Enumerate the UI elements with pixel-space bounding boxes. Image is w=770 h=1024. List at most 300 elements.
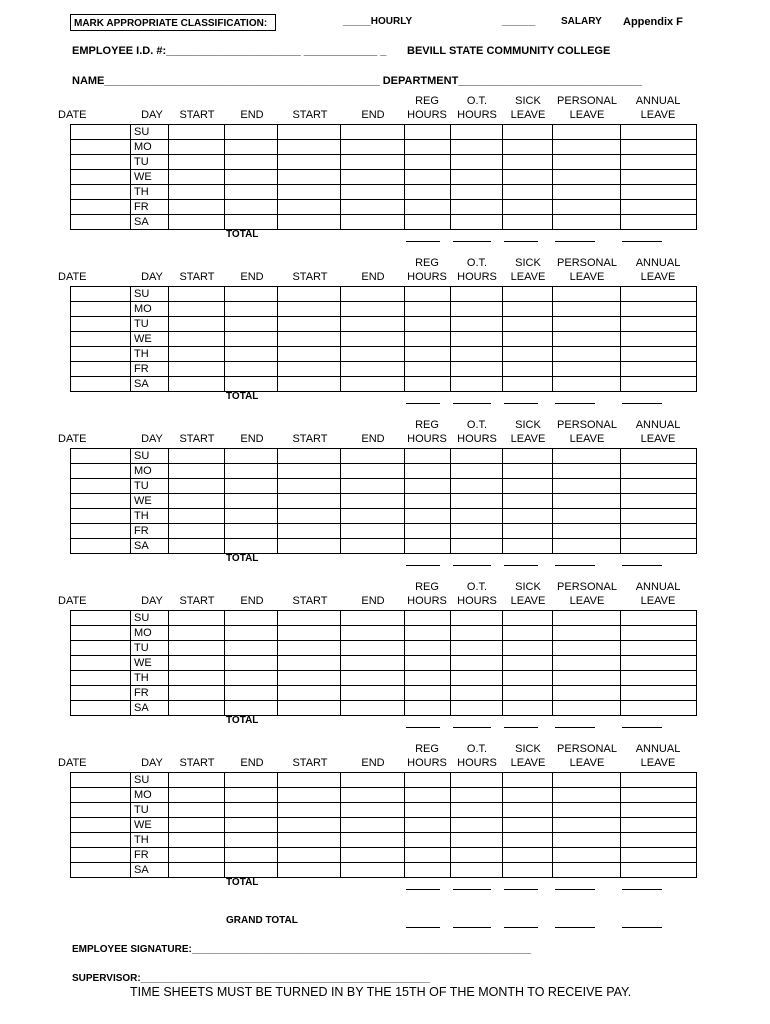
entry-cell[interactable] bbox=[503, 200, 553, 215]
entry-cell[interactable] bbox=[278, 833, 341, 848]
entry-cell[interactable] bbox=[451, 641, 503, 656]
entry-cell[interactable] bbox=[553, 686, 621, 701]
entry-cell[interactable] bbox=[278, 185, 341, 200]
entry-cell[interactable] bbox=[451, 449, 503, 464]
entry-cell[interactable] bbox=[553, 611, 621, 626]
entry-cell[interactable] bbox=[553, 125, 621, 140]
entry-cell[interactable] bbox=[71, 611, 131, 626]
entry-cell[interactable] bbox=[503, 656, 553, 671]
entry-cell[interactable] bbox=[341, 200, 405, 215]
entry-cell[interactable] bbox=[341, 362, 405, 377]
entry-cell[interactable] bbox=[278, 773, 341, 788]
salary-blank[interactable]: ______ bbox=[502, 16, 536, 27]
entry-cell[interactable] bbox=[341, 686, 405, 701]
total-annual-line[interactable] bbox=[622, 565, 662, 566]
entry-cell[interactable] bbox=[553, 215, 621, 230]
entry-cell[interactable] bbox=[553, 464, 621, 479]
entry-cell[interactable] bbox=[621, 200, 697, 215]
entry-cell[interactable] bbox=[169, 215, 225, 230]
entry-cell[interactable] bbox=[405, 170, 451, 185]
entry-cell[interactable] bbox=[503, 788, 553, 803]
entry-cell[interactable] bbox=[553, 317, 621, 332]
grand-reg-line[interactable] bbox=[406, 927, 440, 928]
entry-cell[interactable] bbox=[405, 626, 451, 641]
entry-cell[interactable] bbox=[278, 803, 341, 818]
entry-cell[interactable] bbox=[621, 155, 697, 170]
entry-cell[interactable] bbox=[451, 464, 503, 479]
total-ot-line[interactable] bbox=[453, 565, 491, 566]
entry-cell[interactable] bbox=[451, 494, 503, 509]
entry-cell[interactable] bbox=[225, 656, 278, 671]
entry-cell[interactable] bbox=[503, 464, 553, 479]
entry-cell[interactable] bbox=[225, 509, 278, 524]
entry-cell[interactable] bbox=[553, 362, 621, 377]
entry-cell[interactable] bbox=[621, 863, 697, 878]
entry-cell[interactable] bbox=[503, 833, 553, 848]
entry-cell[interactable] bbox=[451, 803, 503, 818]
entry-cell[interactable] bbox=[169, 539, 225, 554]
entry-cell[interactable] bbox=[71, 788, 131, 803]
entry-cell[interactable] bbox=[71, 332, 131, 347]
entry-cell[interactable] bbox=[71, 155, 131, 170]
entry-cell[interactable] bbox=[225, 317, 278, 332]
entry-cell[interactable] bbox=[169, 170, 225, 185]
entry-cell[interactable] bbox=[451, 509, 503, 524]
entry-cell[interactable] bbox=[621, 494, 697, 509]
entry-cell[interactable] bbox=[553, 656, 621, 671]
entry-cell[interactable] bbox=[405, 848, 451, 863]
entry-cell[interactable] bbox=[451, 317, 503, 332]
entry-cell[interactable] bbox=[341, 656, 405, 671]
entry-cell[interactable] bbox=[451, 362, 503, 377]
entry-cell[interactable] bbox=[225, 848, 278, 863]
entry-cell[interactable] bbox=[341, 773, 405, 788]
entry-cell[interactable] bbox=[169, 656, 225, 671]
entry-cell[interactable] bbox=[71, 848, 131, 863]
entry-cell[interactable] bbox=[621, 833, 697, 848]
entry-cell[interactable] bbox=[169, 125, 225, 140]
entry-cell[interactable] bbox=[169, 302, 225, 317]
total-annual-line[interactable] bbox=[622, 241, 662, 242]
entry-cell[interactable] bbox=[169, 200, 225, 215]
entry-cell[interactable] bbox=[405, 671, 451, 686]
entry-cell[interactable] bbox=[169, 863, 225, 878]
entry-cell[interactable] bbox=[553, 788, 621, 803]
entry-cell[interactable] bbox=[71, 509, 131, 524]
total-sick-line[interactable] bbox=[504, 727, 538, 728]
entry-cell[interactable] bbox=[405, 155, 451, 170]
entry-cell[interactable] bbox=[553, 170, 621, 185]
entry-cell[interactable] bbox=[278, 377, 341, 392]
total-ot-line[interactable] bbox=[453, 241, 491, 242]
entry-cell[interactable] bbox=[169, 641, 225, 656]
entry-cell[interactable] bbox=[71, 362, 131, 377]
entry-cell[interactable] bbox=[621, 626, 697, 641]
entry-cell[interactable] bbox=[169, 377, 225, 392]
entry-cell[interactable] bbox=[278, 671, 341, 686]
entry-cell[interactable] bbox=[341, 818, 405, 833]
entry-cell[interactable] bbox=[225, 155, 278, 170]
entry-cell[interactable] bbox=[451, 347, 503, 362]
entry-cell[interactable] bbox=[71, 686, 131, 701]
entry-cell[interactable] bbox=[553, 818, 621, 833]
entry-cell[interactable] bbox=[621, 641, 697, 656]
entry-cell[interactable] bbox=[169, 788, 225, 803]
entry-cell[interactable] bbox=[225, 818, 278, 833]
entry-cell[interactable] bbox=[503, 539, 553, 554]
entry-cell[interactable] bbox=[169, 140, 225, 155]
entry-cell[interactable] bbox=[553, 287, 621, 302]
entry-cell[interactable] bbox=[341, 185, 405, 200]
entry-cell[interactable] bbox=[225, 464, 278, 479]
entry-cell[interactable] bbox=[71, 818, 131, 833]
entry-cell[interactable] bbox=[71, 803, 131, 818]
entry-cell[interactable] bbox=[278, 287, 341, 302]
entry-cell[interactable] bbox=[405, 302, 451, 317]
entry-cell[interactable] bbox=[405, 656, 451, 671]
entry-cell[interactable] bbox=[621, 686, 697, 701]
entry-cell[interactable] bbox=[71, 701, 131, 716]
entry-cell[interactable] bbox=[405, 332, 451, 347]
entry-cell[interactable] bbox=[405, 833, 451, 848]
entry-cell[interactable] bbox=[405, 185, 451, 200]
entry-cell[interactable] bbox=[621, 611, 697, 626]
entry-cell[interactable] bbox=[553, 641, 621, 656]
entry-cell[interactable] bbox=[169, 479, 225, 494]
entry-cell[interactable] bbox=[278, 170, 341, 185]
entry-cell[interactable] bbox=[169, 671, 225, 686]
entry-cell[interactable] bbox=[451, 656, 503, 671]
entry-cell[interactable] bbox=[278, 863, 341, 878]
entry-cell[interactable] bbox=[503, 479, 553, 494]
entry-cell[interactable] bbox=[225, 125, 278, 140]
total-reg-line[interactable] bbox=[406, 727, 440, 728]
entry-cell[interactable] bbox=[553, 509, 621, 524]
entry-cell[interactable] bbox=[451, 818, 503, 833]
entry-cell[interactable] bbox=[451, 848, 503, 863]
entry-cell[interactable] bbox=[621, 317, 697, 332]
entry-cell[interactable] bbox=[451, 302, 503, 317]
entry-cell[interactable] bbox=[225, 539, 278, 554]
entry-cell[interactable] bbox=[405, 863, 451, 878]
entry-cell[interactable] bbox=[225, 611, 278, 626]
entry-cell[interactable] bbox=[169, 287, 225, 302]
entry-cell[interactable] bbox=[341, 287, 405, 302]
entry-cell[interactable] bbox=[278, 494, 341, 509]
entry-cell[interactable] bbox=[451, 524, 503, 539]
entry-cell[interactable] bbox=[405, 215, 451, 230]
entry-cell[interactable] bbox=[169, 494, 225, 509]
entry-cell[interactable] bbox=[225, 362, 278, 377]
entry-cell[interactable] bbox=[553, 803, 621, 818]
entry-cell[interactable] bbox=[169, 509, 225, 524]
total-sick-line[interactable] bbox=[504, 889, 538, 890]
entry-cell[interactable] bbox=[451, 125, 503, 140]
entry-cell[interactable] bbox=[341, 539, 405, 554]
entry-cell[interactable] bbox=[621, 788, 697, 803]
entry-cell[interactable] bbox=[503, 347, 553, 362]
entry-cell[interactable] bbox=[405, 818, 451, 833]
entry-cell[interactable] bbox=[225, 449, 278, 464]
entry-cell[interactable] bbox=[341, 833, 405, 848]
entry-cell[interactable] bbox=[278, 215, 341, 230]
entry-cell[interactable] bbox=[553, 200, 621, 215]
entry-cell[interactable] bbox=[278, 362, 341, 377]
entry-cell[interactable] bbox=[503, 818, 553, 833]
entry-cell[interactable] bbox=[341, 641, 405, 656]
entry-cell[interactable] bbox=[503, 125, 553, 140]
total-personal-line[interactable] bbox=[555, 889, 595, 890]
grand-sick-line[interactable] bbox=[504, 927, 538, 928]
entry-cell[interactable] bbox=[71, 125, 131, 140]
entry-cell[interactable] bbox=[451, 155, 503, 170]
entry-cell[interactable] bbox=[503, 524, 553, 539]
entry-cell[interactable] bbox=[225, 863, 278, 878]
entry-cell[interactable] bbox=[169, 449, 225, 464]
entry-cell[interactable] bbox=[451, 611, 503, 626]
entry-cell[interactable] bbox=[405, 509, 451, 524]
entry-cell[interactable] bbox=[341, 464, 405, 479]
entry-cell[interactable] bbox=[621, 377, 697, 392]
entry-cell[interactable] bbox=[405, 449, 451, 464]
employee-id-field[interactable]: EMPLOYEE I.D. #:______________________ ____________ _ bbox=[72, 45, 387, 57]
entry-cell[interactable] bbox=[71, 863, 131, 878]
entry-cell[interactable] bbox=[341, 524, 405, 539]
entry-cell[interactable] bbox=[503, 332, 553, 347]
total-personal-line[interactable] bbox=[555, 241, 595, 242]
entry-cell[interactable] bbox=[278, 464, 341, 479]
total-reg-line[interactable] bbox=[406, 889, 440, 890]
entry-cell[interactable] bbox=[451, 773, 503, 788]
entry-cell[interactable] bbox=[451, 479, 503, 494]
total-annual-line[interactable] bbox=[622, 889, 662, 890]
entry-cell[interactable] bbox=[405, 788, 451, 803]
entry-cell[interactable] bbox=[553, 377, 621, 392]
entry-cell[interactable] bbox=[405, 524, 451, 539]
entry-cell[interactable] bbox=[553, 347, 621, 362]
entry-cell[interactable] bbox=[621, 332, 697, 347]
grand-ot-line[interactable] bbox=[453, 927, 491, 928]
entry-cell[interactable] bbox=[169, 317, 225, 332]
entry-cell[interactable] bbox=[405, 803, 451, 818]
entry-cell[interactable] bbox=[225, 803, 278, 818]
entry-cell[interactable] bbox=[451, 701, 503, 716]
entry-cell[interactable] bbox=[341, 170, 405, 185]
total-ot-line[interactable] bbox=[453, 727, 491, 728]
entry-cell[interactable] bbox=[503, 863, 553, 878]
total-annual-line[interactable] bbox=[622, 727, 662, 728]
entry-cell[interactable] bbox=[503, 170, 553, 185]
entry-cell[interactable] bbox=[278, 509, 341, 524]
entry-cell[interactable] bbox=[621, 848, 697, 863]
entry-cell[interactable] bbox=[169, 833, 225, 848]
entry-cell[interactable] bbox=[503, 848, 553, 863]
entry-cell[interactable] bbox=[71, 185, 131, 200]
entry-cell[interactable] bbox=[621, 773, 697, 788]
entry-cell[interactable] bbox=[621, 140, 697, 155]
total-sick-line[interactable] bbox=[504, 403, 538, 404]
entry-cell[interactable] bbox=[278, 626, 341, 641]
entry-cell[interactable] bbox=[278, 125, 341, 140]
entry-cell[interactable] bbox=[71, 287, 131, 302]
entry-cell[interactable] bbox=[225, 479, 278, 494]
entry-cell[interactable] bbox=[553, 140, 621, 155]
entry-cell[interactable] bbox=[278, 539, 341, 554]
entry-cell[interactable] bbox=[169, 332, 225, 347]
total-sick-line[interactable] bbox=[504, 565, 538, 566]
entry-cell[interactable] bbox=[503, 140, 553, 155]
entry-cell[interactable] bbox=[71, 524, 131, 539]
entry-cell[interactable] bbox=[503, 611, 553, 626]
entry-cell[interactable] bbox=[71, 170, 131, 185]
entry-cell[interactable] bbox=[341, 125, 405, 140]
entry-cell[interactable] bbox=[553, 848, 621, 863]
total-reg-line[interactable] bbox=[406, 565, 440, 566]
entry-cell[interactable] bbox=[621, 818, 697, 833]
entry-cell[interactable] bbox=[503, 362, 553, 377]
entry-cell[interactable] bbox=[341, 332, 405, 347]
entry-cell[interactable] bbox=[341, 671, 405, 686]
entry-cell[interactable] bbox=[405, 641, 451, 656]
entry-cell[interactable] bbox=[451, 332, 503, 347]
entry-cell[interactable] bbox=[71, 317, 131, 332]
entry-cell[interactable] bbox=[503, 509, 553, 524]
entry-cell[interactable] bbox=[503, 701, 553, 716]
entry-cell[interactable] bbox=[341, 701, 405, 716]
entry-cell[interactable] bbox=[621, 125, 697, 140]
entry-cell[interactable] bbox=[341, 377, 405, 392]
entry-cell[interactable] bbox=[621, 362, 697, 377]
entry-cell[interactable] bbox=[341, 611, 405, 626]
entry-cell[interactable] bbox=[278, 848, 341, 863]
entry-cell[interactable] bbox=[451, 671, 503, 686]
entry-cell[interactable] bbox=[553, 539, 621, 554]
entry-cell[interactable] bbox=[225, 140, 278, 155]
entry-cell[interactable] bbox=[621, 185, 697, 200]
entry-cell[interactable] bbox=[553, 155, 621, 170]
entry-cell[interactable] bbox=[278, 686, 341, 701]
entry-cell[interactable] bbox=[451, 287, 503, 302]
entry-cell[interactable] bbox=[278, 200, 341, 215]
entry-cell[interactable] bbox=[503, 185, 553, 200]
entry-cell[interactable] bbox=[225, 377, 278, 392]
entry-cell[interactable] bbox=[225, 671, 278, 686]
entry-cell[interactable] bbox=[405, 140, 451, 155]
entry-cell[interactable] bbox=[71, 140, 131, 155]
entry-cell[interactable] bbox=[341, 449, 405, 464]
entry-cell[interactable] bbox=[169, 818, 225, 833]
entry-cell[interactable] bbox=[451, 140, 503, 155]
entry-cell[interactable] bbox=[553, 449, 621, 464]
entry-cell[interactable] bbox=[71, 479, 131, 494]
entry-cell[interactable] bbox=[169, 362, 225, 377]
entry-cell[interactable] bbox=[169, 773, 225, 788]
entry-cell[interactable] bbox=[503, 215, 553, 230]
entry-cell[interactable] bbox=[553, 863, 621, 878]
total-ot-line[interactable] bbox=[453, 889, 491, 890]
entry-cell[interactable] bbox=[553, 833, 621, 848]
entry-cell[interactable] bbox=[451, 833, 503, 848]
entry-cell[interactable] bbox=[341, 479, 405, 494]
entry-cell[interactable] bbox=[503, 317, 553, 332]
entry-cell[interactable] bbox=[341, 155, 405, 170]
total-annual-line[interactable] bbox=[622, 403, 662, 404]
entry-cell[interactable] bbox=[405, 362, 451, 377]
entry-cell[interactable] bbox=[621, 509, 697, 524]
entry-cell[interactable] bbox=[553, 302, 621, 317]
entry-cell[interactable] bbox=[621, 170, 697, 185]
entry-cell[interactable] bbox=[278, 332, 341, 347]
entry-cell[interactable] bbox=[278, 449, 341, 464]
entry-cell[interactable] bbox=[553, 524, 621, 539]
entry-cell[interactable] bbox=[225, 215, 278, 230]
entry-cell[interactable] bbox=[169, 464, 225, 479]
entry-cell[interactable] bbox=[405, 287, 451, 302]
entry-cell[interactable] bbox=[451, 170, 503, 185]
entry-cell[interactable] bbox=[621, 671, 697, 686]
entry-cell[interactable] bbox=[278, 524, 341, 539]
entry-cell[interactable] bbox=[278, 155, 341, 170]
entry-cell[interactable] bbox=[503, 449, 553, 464]
entry-cell[interactable] bbox=[169, 347, 225, 362]
entry-cell[interactable] bbox=[405, 479, 451, 494]
entry-cell[interactable] bbox=[405, 701, 451, 716]
entry-cell[interactable] bbox=[278, 701, 341, 716]
entry-cell[interactable] bbox=[225, 332, 278, 347]
entry-cell[interactable] bbox=[451, 788, 503, 803]
entry-cell[interactable] bbox=[553, 626, 621, 641]
entry-cell[interactable] bbox=[71, 641, 131, 656]
entry-cell[interactable] bbox=[341, 302, 405, 317]
entry-cell[interactable] bbox=[621, 539, 697, 554]
entry-cell[interactable] bbox=[225, 347, 278, 362]
total-ot-line[interactable] bbox=[453, 403, 491, 404]
entry-cell[interactable] bbox=[621, 524, 697, 539]
entry-cell[interactable] bbox=[278, 788, 341, 803]
entry-cell[interactable] bbox=[503, 155, 553, 170]
entry-cell[interactable] bbox=[503, 773, 553, 788]
entry-cell[interactable] bbox=[621, 302, 697, 317]
entry-cell[interactable] bbox=[503, 302, 553, 317]
entry-cell[interactable] bbox=[225, 833, 278, 848]
entry-cell[interactable] bbox=[621, 449, 697, 464]
entry-cell[interactable] bbox=[278, 818, 341, 833]
total-personal-line[interactable] bbox=[555, 403, 595, 404]
entry-cell[interactable] bbox=[71, 626, 131, 641]
entry-cell[interactable] bbox=[225, 626, 278, 641]
entry-cell[interactable] bbox=[451, 863, 503, 878]
entry-cell[interactable] bbox=[169, 524, 225, 539]
entry-cell[interactable] bbox=[278, 347, 341, 362]
entry-cell[interactable] bbox=[621, 464, 697, 479]
entry-cell[interactable] bbox=[71, 494, 131, 509]
entry-cell[interactable] bbox=[169, 611, 225, 626]
entry-cell[interactable] bbox=[405, 539, 451, 554]
entry-cell[interactable] bbox=[503, 686, 553, 701]
entry-cell[interactable] bbox=[503, 803, 553, 818]
entry-cell[interactable] bbox=[71, 215, 131, 230]
entry-cell[interactable] bbox=[451, 200, 503, 215]
entry-cell[interactable] bbox=[225, 686, 278, 701]
entry-cell[interactable] bbox=[71, 200, 131, 215]
total-personal-line[interactable] bbox=[555, 565, 595, 566]
entry-cell[interactable] bbox=[621, 347, 697, 362]
entry-cell[interactable] bbox=[341, 848, 405, 863]
hourly-option[interactable]: _____HOURLY bbox=[343, 16, 413, 27]
entry-cell[interactable] bbox=[553, 701, 621, 716]
entry-cell[interactable] bbox=[225, 788, 278, 803]
entry-cell[interactable] bbox=[621, 215, 697, 230]
